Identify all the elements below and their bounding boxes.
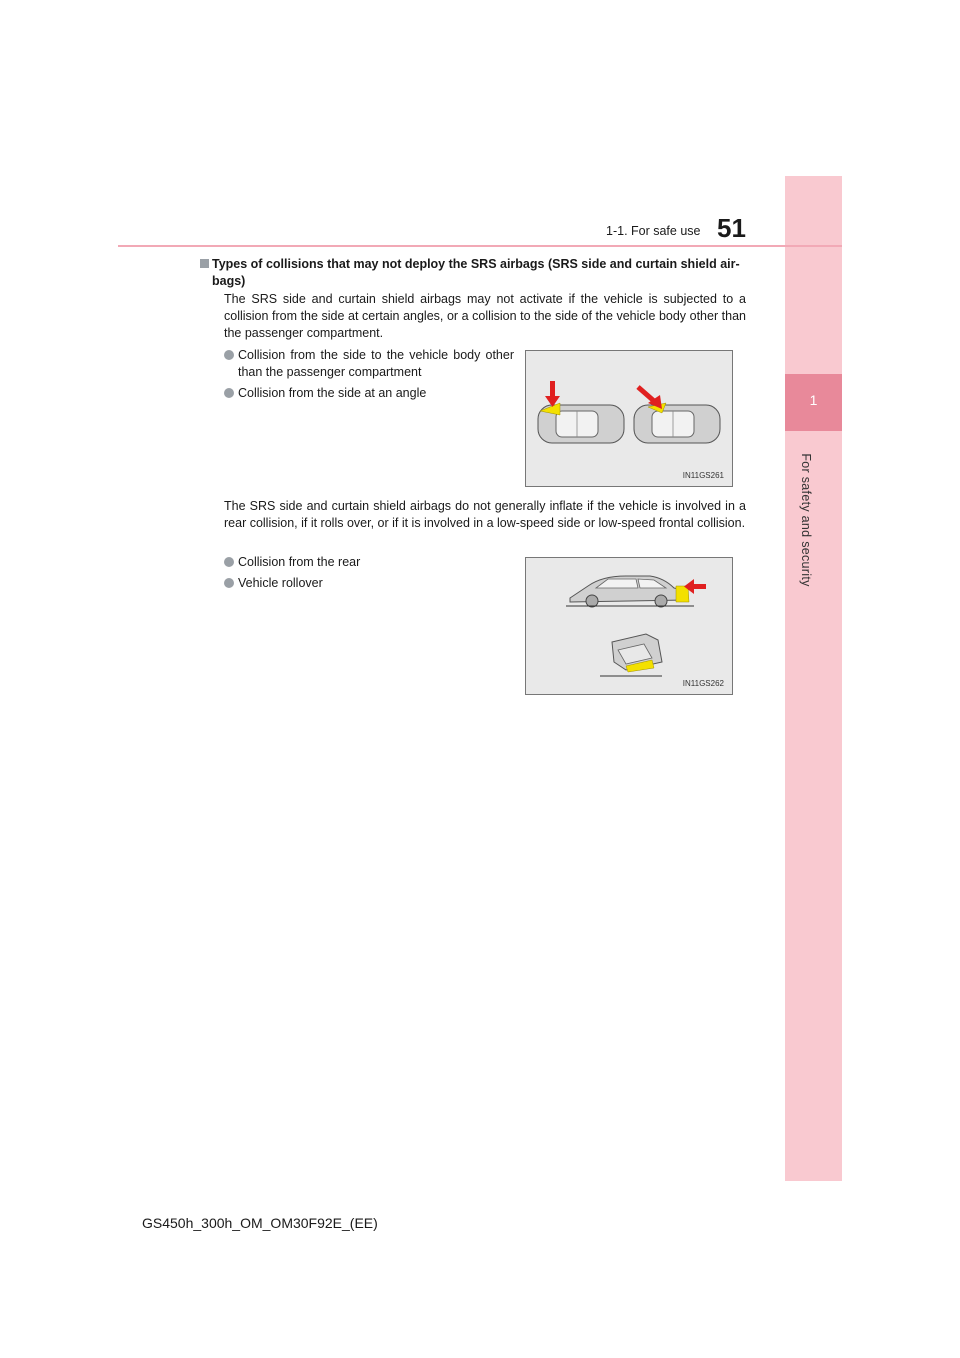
figure-code: IN11GS261 <box>682 471 724 480</box>
bullet-dot-icon <box>224 350 234 360</box>
chapter-title: For safety and security <box>799 453 813 587</box>
list-item-text: Collision from the rear <box>238 555 361 569</box>
rear-and-rollover-figure <box>525 557 733 695</box>
list-item <box>238 347 514 381</box>
section-title: 1-1. For safe use <box>606 224 701 238</box>
paragraph: The SRS side and curtain shield airbags may not activate if the vehicle is subjected to a collision from the side at certain angles, or a collision to the side of the vehicle body other than the passenger compartment. <box>224 292 746 340</box>
paragraph: The SRS side and curtain shield airbags do not generally inflate if the vehicle is involved in a rear collision, if it rolls over, or if it is involved in a low-speed side or low-speed frontal collision. <box>224 499 746 530</box>
impact-arrow-icon <box>545 381 560 407</box>
page-number: 51 <box>717 213 746 243</box>
car-side-view-icon <box>570 576 689 607</box>
bullet-dot-icon <box>224 578 234 588</box>
chapter-side-tab <box>785 176 842 1181</box>
figure-code: IN11GS262 <box>682 679 724 688</box>
heading-text: Types of collisions that may not deploy the SRS airbags (SRS side and curtain shield air-bags) <box>212 257 740 288</box>
car-top-view-icon <box>538 403 624 443</box>
list-item <box>238 554 360 571</box>
car-top-view-icon <box>634 403 720 443</box>
footer-model-code: GS450h_300h_OM_OM30F92E_(EE) <box>142 1215 378 1231</box>
square-bullet-icon <box>200 259 209 268</box>
chapter-number: 1 <box>809 392 818 408</box>
bullet-dot-icon <box>224 557 234 567</box>
list-item <box>238 575 323 592</box>
list-item-text: Vehicle rollover <box>238 576 323 590</box>
subsection-heading <box>212 256 748 290</box>
rear-rollover-illustration <box>526 558 732 694</box>
list-item-text: Collision from the side at an angle <box>238 386 427 400</box>
bullet-dot-icon <box>224 388 234 398</box>
car-rollover-icon <box>612 634 662 672</box>
side-collision-figure <box>525 350 733 487</box>
header-rule <box>118 245 842 247</box>
list-item-text: Collision from the side to the vehicle body other than the passenger compartment <box>238 348 514 379</box>
list-item <box>238 385 426 402</box>
side-collision-illustration <box>526 351 732 486</box>
